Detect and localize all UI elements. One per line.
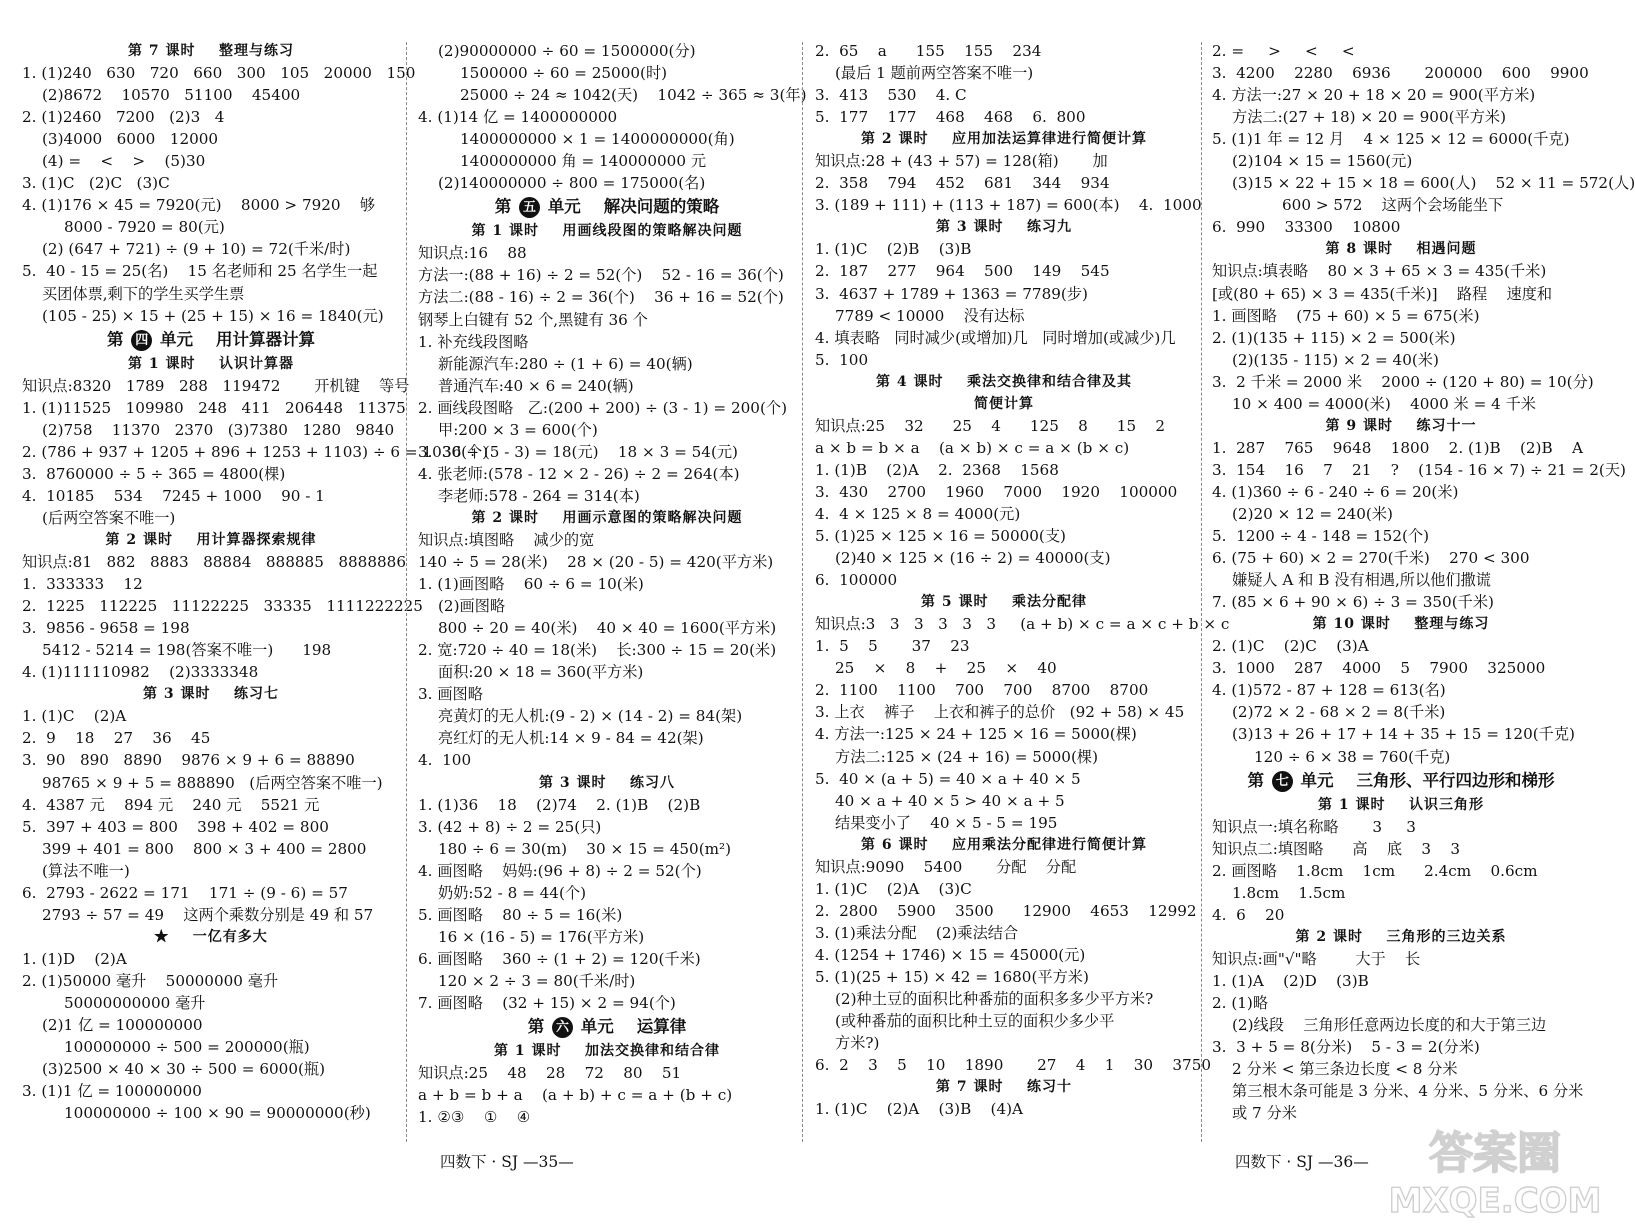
answer-line: 2 分米 < 第三条边长度 < 8 分米	[1232, 1060, 1458, 1079]
answer-line: (2)104 × 15 = 1560(元)	[1232, 152, 1413, 171]
answer-line: 6. 100000	[815, 571, 898, 590]
answer-line: (2)758 11370 2370 (3)7380 1280 9840	[42, 420, 395, 439]
answer-line: 6. 2 3 5 10 1890 27 4 1 30 3750	[815, 1056, 1212, 1075]
answer-line: 10 × 400 = 4000(米) 4000 米 = 4 千米	[1232, 394, 1536, 413]
answer-line: 3. (1)C (2)C (3)C	[22, 174, 170, 193]
unit-number-badge: 七	[1272, 771, 1293, 792]
answer-line: 140 ÷ 5 = 28(米) 28 × (20 - 5) = 420(平方米)	[418, 553, 774, 572]
answer-column-2	[418, 40, 807, 1128]
answer-line: a + b = b + a (a + b) + c = a + (b + c)	[418, 1086, 733, 1105]
answer-line: 1. (1)画图略 60 ÷ 6 = 10(米)	[418, 575, 644, 594]
answer-line: 嫌疑人 A 和 B 没有相遇,所以他们撒谎	[1232, 571, 1491, 590]
answer-line: 4. 方法一:125 × 24 + 125 × 16 = 5000(棵)	[815, 725, 1137, 744]
lesson-heading: 第 6 课时 应用乘法分配律进行简便计算	[861, 836, 1147, 853]
lesson-heading: 第 10 课时 整理与练习	[1312, 616, 1490, 633]
lesson-heading: 简便计算	[974, 395, 1034, 412]
answer-line: 新能源汽车:280 ÷ (1 + 6) = 40(辆)	[438, 354, 693, 373]
answer-line: 100000000 ÷ 100 × 90 = 90000000(秒)	[64, 1104, 371, 1123]
lesson-heading: 第 1 课时 认识三角形	[1318, 796, 1484, 813]
answer-line: 1. (1)240 630 720 660 300 105 20000 150	[22, 64, 416, 83]
answer-line: 120 ÷ 6 × 38 = 760(千克)	[1254, 747, 1451, 766]
answer-line: 3. 430 2700 1960 7000 1920 100000	[815, 482, 1178, 501]
answer-line: 5. (1)1 年 = 12 月 4 × 125 × 12 = 6000(千克)	[1212, 130, 1570, 149]
answer-line: 5. 177 177 468 468 6. 800	[815, 108, 1086, 127]
answer-line: a × b = b × a (a × b) × c = a × (b × c)	[815, 438, 1130, 457]
lesson-heading: 第 7 课时 整理与练习	[128, 43, 294, 59]
answer-line: 方法二:125 × (24 + 16) = 5000(棵)	[835, 747, 1099, 766]
answer-line: 2. (1)略	[1212, 993, 1269, 1012]
lesson-heading: 第 9 课时 练习十一	[1325, 417, 1477, 434]
answer-line: (2)72 × 2 - 68 × 2 = 8(千米)	[1232, 703, 1446, 722]
answer-line: 2. 358 794 452 681 344 934	[815, 174, 1110, 193]
answer-line: 2. 1100 1100 700 700 8700 8700	[815, 681, 1149, 700]
answer-line: (3)4000 6000 12000	[42, 130, 219, 149]
answer-line: 3. 36 ÷ (5 - 3) = 18(元) 18 × 3 = 54(元)	[418, 442, 738, 461]
answer-line: 知识点:25 32 25 4 125 8 15 2	[815, 416, 1166, 435]
answer-line: (2)140000000 ÷ 800 = 175000(名)	[438, 174, 706, 193]
answer-line: 亮红灯的无人机:14 × 9 - 84 = 42(架)	[438, 729, 704, 748]
answer-column-3	[815, 40, 1230, 1120]
answer-line: 6. 990 33300 10800	[1212, 218, 1401, 237]
answer-line: 4. 100	[418, 751, 472, 770]
watermark-url: MXQE.COM	[1388, 1181, 1602, 1221]
lesson-heading: 第 2 课时 三角形的三边关系	[1295, 928, 1507, 945]
answer-line: 1. (1)C (2)A	[22, 707, 127, 726]
answer-line: 3. (1)1 亿 = 100000000	[22, 1082, 202, 1101]
answer-line: (2)1 亿 = 100000000	[42, 1016, 203, 1035]
answer-line: 知识点:填图略 减少的宽	[418, 530, 595, 549]
answer-line: 奶奶:52 - 8 = 44(个)	[438, 883, 587, 902]
answer-line: 2. 9 18 27 36 45	[22, 729, 211, 748]
lesson-heading: 第 3 课时 练习七	[143, 686, 279, 703]
answer-line: 3. 9856 - 9658 = 198	[22, 619, 190, 638]
answer-line: 2. 2800 5900 3500 12900 4653 12992	[815, 901, 1197, 920]
answer-line: (2)画图略	[438, 597, 506, 616]
answer-line: 1. ②③ ① ④	[418, 1108, 531, 1127]
lesson-heading: 第 7 课时 练习十	[936, 1079, 1072, 1096]
lesson-heading: 第 1 课时 加法交换律和结合律	[494, 1043, 720, 1060]
answer-line: 1. 补充线段图略	[418, 332, 529, 351]
answer-line: 4. (1)111110982 (2)3333348	[22, 663, 259, 682]
answer-line: (2)线段 三角形任意两边长度的和大于第三边	[1232, 1016, 1547, 1035]
answer-line: 25000 ÷ 24 ≈ 1042(天) 1042 ÷ 365 ≈ 3(年)	[460, 86, 807, 105]
answer-line: 6. 2793 - 2622 = 171 171 ÷ (9 - 6) = 57	[22, 883, 348, 902]
answer-line: 2. (1)50000 毫升 50000000 毫升	[22, 971, 279, 990]
answer-line: 180 ÷ 6 = 30(m) 30 × 15 = 450(m²)	[438, 839, 732, 858]
unit-heading: 第 五 单元 解决问题的策略	[494, 197, 720, 217]
answer-line: 2. 画图略 1.8cm 1cm 2.4cm 0.6cm	[1212, 861, 1538, 880]
answer-line: 1400000000 × 1 = 1400000000(角)	[460, 130, 735, 149]
answer-column-4	[1212, 40, 1635, 1124]
answer-line: 3. 上衣 裤子 上衣和裤子的总价 (92 + 58) × 45	[815, 703, 1185, 722]
answer-line: 5. 画图略 80 ÷ 5 = 16(米)	[418, 905, 623, 924]
lesson-heading: 第 8 课时 相遇问题	[1325, 241, 1477, 258]
answer-line: 2. (786 + 937 + 1205 + 896 + 1253 + 1103) ÷ 6 = 1030(个)	[22, 442, 489, 461]
page-footer-right: 四数下 · SJ —36—	[1235, 1153, 1369, 1171]
answer-line: 知识点:填表略 80 × 3 + 65 × 3 = 435(千米)	[1212, 262, 1547, 281]
answer-line: 普通汽车:40 × 6 = 240(辆)	[438, 376, 634, 395]
unit-heading: 第 七 单元 三角形、平行四边形和梯形	[1247, 770, 1555, 790]
answer-line: 5. (1)(25 + 15) × 42 = 1680(平方米)	[815, 967, 1089, 986]
answer-line: 李老师:578 - 264 = 314(本)	[438, 486, 640, 505]
unit-heading: 第 四 单元 用计算器计算	[107, 329, 315, 349]
answer-line: [或(80 + 65) × 3 = 435(千米)] 路程 速度和	[1212, 284, 1553, 303]
answer-line: 7789 < 10000 没有达标	[835, 306, 1025, 325]
answer-line: 2. 画线段图略 乙:(200 + 200) ÷ (3 - 1) = 200(个)	[418, 398, 788, 417]
answer-line: (3)15 × 22 + 15 × 18 = 600(人) 52 × 11 = 572(人)	[1232, 174, 1635, 193]
answer-line: 2. 65 a 155 155 234	[815, 42, 1042, 60]
answer-line: 知识点:9090 5400 分配 分配	[815, 857, 1077, 876]
answer-line: 3. 4637 + 1789 + 1363 = 7789(步)	[815, 284, 1088, 303]
answer-line: (2)90000000 ÷ 60 = 1500000(分)	[438, 42, 696, 60]
answer-line: 2. (1)2460 7200 (2)3 4	[22, 108, 225, 127]
answer-line: 7. 画图略 (32 + 15) × 2 = 94(个)	[418, 993, 676, 1012]
answer-line: 50000000000 毫升	[64, 993, 206, 1012]
answer-line: 2. 1225 112225 11122225 33335 1111222225	[22, 597, 423, 616]
answer-line: 亮黄灯的无人机:(9 - 2) × (14 - 2) = 84(架)	[438, 707, 743, 726]
answer-line: 5. 40 × (a + 5) = 40 × a + 40 × 5	[815, 769, 1081, 788]
answer-line: (2)种土豆的面积比种番茄的面积多多少平方米?	[835, 990, 1154, 1009]
answer-line: 7. (85 × 6 + 90 × 6) ÷ 3 = 350(千米)	[1212, 593, 1494, 612]
answer-line: 3. 2 千米 = 2000 米 2000 ÷ (120 + 80) = 10(分)	[1212, 372, 1594, 391]
answer-line: 买团体票,剩下的学生买学生票	[42, 284, 245, 303]
answer-line: 1. (1)C (2)A (3)C	[815, 879, 972, 898]
unit-number-badge: 五	[519, 197, 540, 218]
unit-number-badge: 四	[131, 330, 152, 351]
answer-line: (105 - 25) × 15 + (25 + 15) × 16 = 1840(元)	[42, 306, 384, 325]
column-divider	[1201, 42, 1202, 1142]
answer-line: 3. 1000 287 4000 5 7900 325000	[1212, 659, 1546, 678]
answer-line: 3. 4200 2280 6936 200000 600 9900	[1212, 64, 1589, 83]
watermark-text: 答案圈	[1429, 1128, 1561, 1179]
answer-line: 1.8cm 1.5cm	[1232, 883, 1346, 902]
answer-line: 或 7 分米	[1232, 1104, 1297, 1123]
answer-line: 1. 5 5 37 23	[815, 637, 970, 656]
answer-line: 1. (1)C (2)B (3)B	[815, 240, 972, 259]
answer-line: 4. (1)572 - 87 + 128 = 613(名)	[1212, 681, 1446, 700]
answer-line: 知识点:3 3 3 3 3 3 (a + b) × c = a × c + b × c	[815, 615, 1230, 634]
answer-line: 1. (1)B (2)A 2. 2368 1568	[815, 460, 1059, 479]
answer-line: 8000 - 7920 = 80(元)	[64, 218, 225, 237]
answer-line: 2. = > < <	[1212, 42, 1355, 60]
answer-line: 1. (1)D (2)A	[22, 949, 127, 968]
answer-line: 知识点:8320 1789 288 119472 开机键 等号	[22, 376, 410, 395]
answer-line: 120 × 2 ÷ 3 = 80(千米/时)	[438, 971, 636, 990]
answer-line: 4. 填表略 同时减少(或增加)几 同时增加(或减少)几	[815, 328, 1176, 347]
unit-number-badge: 六	[552, 1017, 573, 1038]
answer-line: 知识点:28 + (43 + 57) = 128(箱) 加	[815, 152, 1108, 171]
answer-line: 1. 287 765 9648 1800 2. (1)B (2)B A	[1212, 438, 1583, 457]
answer-line: (或种番茄的面积比种土豆的面积少多少平	[835, 1012, 1115, 1031]
answer-line: 方法二:(27 + 18) × 20 = 900(平方米)	[1232, 108, 1507, 127]
lesson-heading: 第 1 课时 认识计算器	[128, 355, 294, 372]
answer-line: 3. 90 890 8890 9876 × 9 + 6 = 88890	[22, 751, 355, 770]
answer-line: (3)13 + 26 + 17 + 14 + 35 + 15 = 120(千克)	[1232, 725, 1575, 744]
answer-line: 5. 397 + 403 = 800 398 + 402 = 800	[22, 817, 329, 836]
lesson-heading: 第 5 课时 乘法分配律	[921, 594, 1087, 611]
answer-line: 1. (1)A (2)D (3)B	[1212, 971, 1369, 990]
answer-line: 钢琴上白键有 52 个,黑键有 36 个	[418, 310, 648, 329]
answer-line: 5. (1)25 × 125 × 16 = 50000(支)	[815, 527, 1066, 546]
lesson-heading: 第 2 课时 应用加法运算律进行简便计算	[861, 131, 1147, 148]
answer-line: 1. 画图略 (75 + 60) × 5 = 675(米)	[1212, 306, 1480, 325]
answer-line: (2) (647 + 721) ÷ (9 + 10) = 72(千米/时)	[42, 240, 351, 259]
column-divider	[406, 42, 407, 1142]
answer-line: 1500000 ÷ 60 = 25000(时)	[460, 64, 668, 83]
answer-line: 方法一:(88 + 16) ÷ 2 = 52(个) 52 - 16 = 36(个)	[418, 266, 784, 285]
answer-line: 甲:200 × 3 = 600(个)	[438, 420, 598, 439]
answer-line: 3. 画图略	[418, 685, 483, 704]
lesson-heading: 第 4 课时 乘法交换律和结合律及其	[876, 373, 1132, 390]
answer-line: 第三根木条可能是 3 分米、4 分米、5 分米、6 分米	[1232, 1082, 1584, 1101]
answer-line: 100000000 ÷ 500 = 200000(瓶)	[64, 1038, 310, 1057]
answer-line: 25 × 8 + 25 × 40	[835, 659, 1057, 678]
answer-line: 3. 8760000 ÷ 5 ÷ 365 = 4800(棵)	[22, 464, 286, 483]
answer-line: 面积:20 × 18 = 360(平方米)	[438, 663, 644, 682]
answer-line: (2)8672 10570 51100 45400	[42, 86, 301, 105]
answer-line: 4. (1)360 ÷ 6 - 240 ÷ 6 = 20(米)	[1212, 482, 1459, 501]
answer-line: 知识点二:填图略 高 底 3 3	[1212, 839, 1461, 858]
answer-line: 4. (1254 + 1746) × 15 = 45000(元)	[815, 945, 1086, 964]
answer-line: 4. 4 × 125 × 8 = 4000(元)	[815, 504, 1021, 523]
answer-line: 1. (1)11525 109980 248 411 206448 11375	[22, 398, 406, 417]
answer-line: 3. (1)乘法分配 (2)乘法结合	[815, 923, 1019, 942]
unit-heading: 第 六 单元 运算律	[527, 1017, 687, 1037]
answer-line: 1. (1)36 18 (2)74 2. (1)B (2)B	[418, 795, 701, 814]
page-footer-left: 四数下 · SJ —35—	[440, 1153, 574, 1171]
column-divider	[802, 42, 803, 1142]
answer-line: (算法不唯一)	[42, 861, 130, 880]
answer-line: 知识点:画"√"略 大于 长	[1212, 949, 1421, 968]
answer-line: 5. 1200 ÷ 4 - 148 = 152(个)	[1212, 527, 1430, 546]
lesson-heading: 第 1 课时 用画线段图的策略解决问题	[471, 223, 743, 240]
answer-line: 5. 40 - 15 = 25(名) 15 名老师和 25 名学生一起	[22, 262, 378, 281]
answer-line: (4) = < > (5)30	[42, 152, 206, 171]
answer-line: 知识点一:填名称略 3 3	[1212, 817, 1416, 836]
answer-line: 3. 3 + 5 = 8(分米) 5 - 3 = 2(分米)	[1212, 1038, 1480, 1057]
answer-line: (3)2500 × 40 × 30 ÷ 500 = 6000(瓶)	[42, 1060, 326, 1079]
answer-line: 399 + 401 = 800 800 × 3 + 400 = 2800	[42, 839, 367, 858]
answer-line: 4. (1)176 × 45 = 7920(元) 8000 > 7920 够	[22, 196, 376, 215]
answer-line: 4. 方法一:27 × 20 + 18 × 20 = 900(平方米)	[1212, 86, 1536, 105]
answer-line: 98765 × 9 + 5 = 888890 (后两空答案不唯一)	[42, 773, 383, 792]
answer-line: 5412 - 5214 = 198(答案不唯一) 198	[42, 641, 332, 660]
answer-line: (2)40 × 125 × (16 ÷ 2) = 40000(支)	[835, 549, 1111, 568]
answer-line: (后两空答案不唯一)	[42, 508, 176, 527]
answer-line: 结果变小了 40 × 5 - 5 = 195	[835, 813, 1058, 832]
lesson-heading: 第 2 课时 用计算器探索规律	[105, 531, 317, 548]
answer-line: 1. (1)C (2)A (3)B (4)A	[815, 1100, 1024, 1119]
answer-line: 方法二:(88 - 16) ÷ 2 = 36(个) 36 + 16 = 52(个)	[418, 288, 784, 307]
answer-line: 16 × (16 - 5) = 176(平方米)	[438, 927, 645, 946]
answer-line: 1400000000 角 = 140000000 元	[460, 152, 707, 171]
answer-line: (2)20 × 12 = 240(米)	[1232, 504, 1393, 523]
answer-line: 知识点:16 88	[418, 244, 527, 263]
answer-line: 3. (189 + 111) + (113 + 187) = 600(本) 4. 1000	[815, 196, 1202, 215]
answer-line: 800 ÷ 20 = 40(米) 40 × 40 = 1600(平方米)	[438, 619, 777, 638]
watermark-logo	[1388, 1120, 1602, 1221]
answer-line: 4. 画图略 妈妈:(96 + 8) ÷ 2 = 52(个)	[418, 861, 702, 880]
answer-line: 方米?)	[835, 1034, 880, 1053]
answer-line: 2. (1)(135 + 115) × 2 = 500(米)	[1212, 328, 1456, 347]
answer-line: 6. 画图略 360 ÷ (1 + 2) = 120(千米)	[418, 949, 701, 968]
lesson-heading: ★ 一亿有多大	[154, 928, 268, 945]
answer-line: 2793 ÷ 57 = 49 这两个乘数分别是 49 和 57	[42, 905, 374, 924]
answer-line: 知识点:25 48 28 72 80 51	[418, 1064, 682, 1083]
answer-line: 3. 154 16 7 21 ? (154 - 16 × 7) ÷ 21 = 2(天)	[1212, 460, 1626, 479]
answer-line: 知识点:81 882 8883 88884 888885 8888886	[22, 553, 406, 572]
lesson-heading: 第 2 课时 用画示意图的策略解决问题	[471, 509, 743, 526]
answer-line: 4. 6 20	[1212, 905, 1285, 924]
answer-line: 2. (1)C (2)C (3)A	[1212, 637, 1369, 656]
answer-line: 6. (75 + 60) × 2 = 270(千米) 270 < 300	[1212, 549, 1530, 568]
answer-line: 4. 张老师:(578 - 12 × 2 - 26) ÷ 2 = 264(本)	[418, 464, 740, 483]
answer-line: 1. 333333 12	[22, 575, 143, 594]
lesson-heading: 第 3 课时 练习九	[936, 219, 1072, 236]
answer-line: 4. (1)14 亿 = 1400000000	[418, 108, 618, 127]
answer-line: 40 × a + 40 × 5 > 40 × a + 5	[835, 791, 1065, 810]
answer-line: (最后 1 题前两空答案不唯一)	[835, 64, 1034, 83]
answer-line: 2. 宽:720 ÷ 40 = 18(米) 长:300 ÷ 15 = 20(米)	[418, 641, 777, 660]
answer-line: (2)(135 - 115) × 2 = 40(米)	[1232, 350, 1439, 369]
answer-line: 3. (42 + 8) ÷ 2 = 25(只)	[418, 817, 602, 836]
answer-line: 2. 187 277 964 500 149 545	[815, 262, 1110, 281]
answer-line: 4. 4387 元 894 元 240 元 5521 元	[22, 795, 320, 814]
answer-line: 600 > 572 这两个会场能坐下	[1282, 196, 1504, 215]
lesson-heading: 第 3 课时 练习八	[539, 774, 675, 791]
answer-line: 4. 10185 534 7245 + 1000 90 - 1	[22, 486, 325, 505]
answer-line: 3. 413 530 4. C	[815, 86, 967, 105]
answer-line: 5. 100	[815, 350, 869, 369]
